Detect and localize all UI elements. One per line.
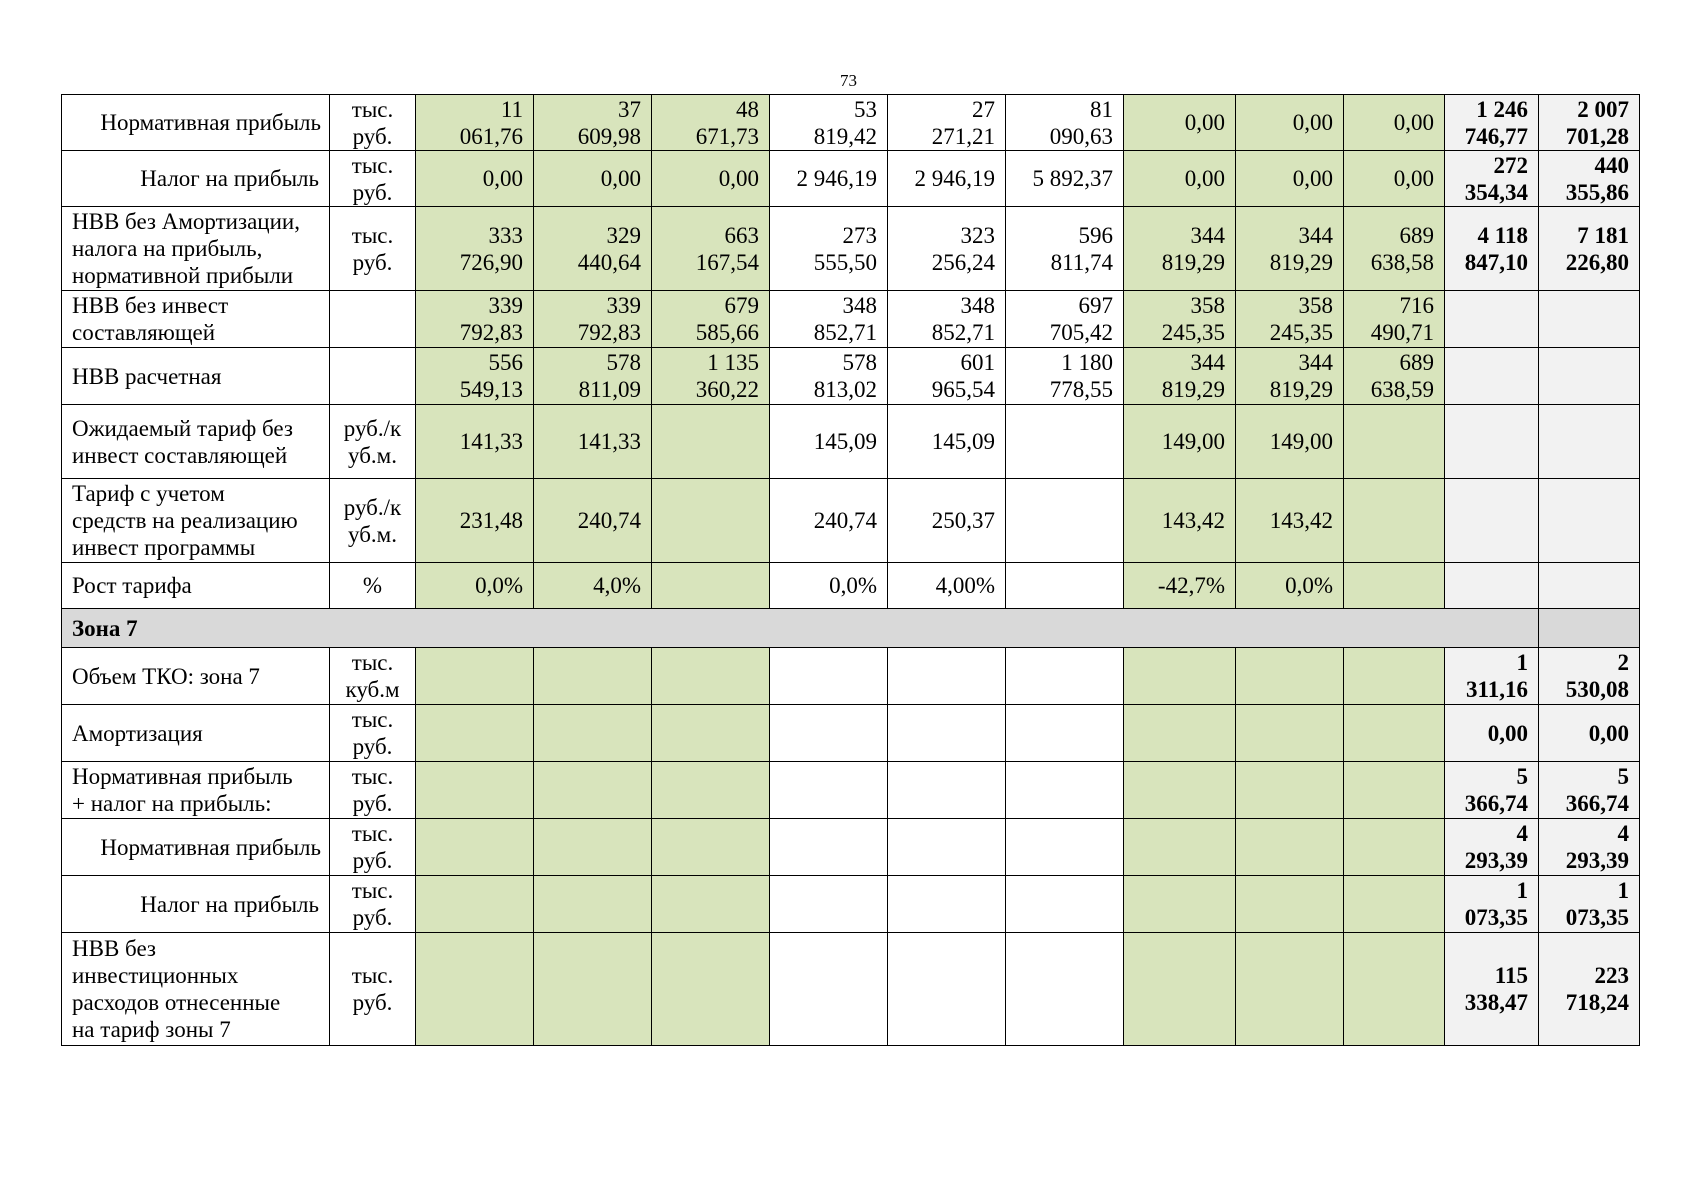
total-value-cell: 4 293,39 xyxy=(1539,819,1640,876)
value-cell xyxy=(534,819,652,876)
value-cell: 5 892,37 xyxy=(1006,151,1124,207)
value-cell: 689 638,58 xyxy=(1344,207,1445,291)
value-cell: 358 245,35 xyxy=(1236,291,1344,348)
value-cell xyxy=(1124,876,1236,933)
value-cell: 556 549,13 xyxy=(416,348,534,405)
value-cell xyxy=(1006,563,1124,609)
table-row xyxy=(62,405,1640,479)
value-cell: 344 819,29 xyxy=(1124,207,1236,291)
total-value-cell xyxy=(1445,563,1539,609)
total-value-cell: 4 293,39 xyxy=(1445,819,1539,876)
value-cell xyxy=(770,648,888,705)
table-row xyxy=(62,819,1640,876)
row-label: Нормативная прибыль + налог на прибыль: xyxy=(62,762,330,819)
value-cell: 578 813,02 xyxy=(770,348,888,405)
value-cell: 4,00% xyxy=(888,563,1006,609)
total-value-cell: 0,00 xyxy=(1539,705,1640,762)
value-cell xyxy=(1236,876,1344,933)
value-cell: 0,0% xyxy=(1236,563,1344,609)
tariff-table xyxy=(61,94,1640,1046)
value-cell xyxy=(1344,563,1445,609)
value-cell xyxy=(534,705,652,762)
table-row xyxy=(62,95,1640,151)
value-cell: 0,00 xyxy=(1344,151,1445,207)
value-cell: 689 638,59 xyxy=(1344,348,1445,405)
value-cell: 0,00 xyxy=(1236,151,1344,207)
row-unit: % xyxy=(330,563,416,609)
value-cell xyxy=(652,405,770,479)
value-cell xyxy=(1124,933,1236,1046)
value-cell: 0,00 xyxy=(1344,95,1445,151)
row-label: Нормативная прибыль xyxy=(62,95,330,151)
value-cell xyxy=(1006,405,1124,479)
value-cell: 149,00 xyxy=(1236,405,1344,479)
total-value-cell xyxy=(1445,479,1539,563)
table-row xyxy=(62,207,1640,291)
row-label: Рост тарифа xyxy=(62,563,330,609)
value-cell xyxy=(416,762,534,819)
row-unit: тыс. руб. xyxy=(330,705,416,762)
value-cell xyxy=(1344,479,1445,563)
value-cell xyxy=(1344,762,1445,819)
row-label: Объем ТКО: зона 7 xyxy=(62,648,330,705)
value-cell: 37 609,98 xyxy=(534,95,652,151)
value-cell xyxy=(416,705,534,762)
value-cell xyxy=(652,762,770,819)
total-value-cell: 2 007 701,28 xyxy=(1539,95,1640,151)
value-cell xyxy=(652,648,770,705)
total-value-cell: 1 073,35 xyxy=(1539,876,1640,933)
value-cell: 344 819,29 xyxy=(1124,348,1236,405)
value-cell: 596 811,74 xyxy=(1006,207,1124,291)
value-cell xyxy=(1006,705,1124,762)
total-value-cell: 223 718,24 xyxy=(1539,933,1640,1046)
value-cell xyxy=(1344,648,1445,705)
value-cell: 578 811,09 xyxy=(534,348,652,405)
row-label: Налог на прибыль xyxy=(62,876,330,933)
total-value-cell: 115 338,47 xyxy=(1445,933,1539,1046)
table-row xyxy=(62,291,1640,348)
table-row xyxy=(62,648,1640,705)
value-cell xyxy=(770,819,888,876)
value-cell xyxy=(1124,705,1236,762)
total-value-cell xyxy=(1445,405,1539,479)
row-unit xyxy=(330,291,416,348)
value-cell: 48 671,73 xyxy=(652,95,770,151)
value-cell xyxy=(652,876,770,933)
value-cell xyxy=(1236,705,1344,762)
value-cell: 348 852,71 xyxy=(770,291,888,348)
row-label: Налог на прибыль xyxy=(62,151,330,207)
value-cell xyxy=(1344,819,1445,876)
table-row xyxy=(62,151,1640,207)
value-cell xyxy=(1344,705,1445,762)
row-unit: руб./к уб.м. xyxy=(330,405,416,479)
table-row xyxy=(62,348,1640,405)
value-cell xyxy=(534,933,652,1046)
value-cell xyxy=(1124,819,1236,876)
value-cell: 0,00 xyxy=(1236,95,1344,151)
total-value-cell: 1 246 746,77 xyxy=(1445,95,1539,151)
row-label: Нормативная прибыль xyxy=(62,819,330,876)
total-value-cell: 0,00 xyxy=(1445,705,1539,762)
value-cell: 601 965,54 xyxy=(888,348,1006,405)
value-cell: 339 792,83 xyxy=(534,291,652,348)
value-cell: 663 167,54 xyxy=(652,207,770,291)
value-cell: 149,00 xyxy=(1124,405,1236,479)
value-cell xyxy=(416,933,534,1046)
row-unit: тыс. руб. xyxy=(330,207,416,291)
value-cell: 0,00 xyxy=(1124,151,1236,207)
value-cell xyxy=(770,876,888,933)
value-cell: 273 555,50 xyxy=(770,207,888,291)
value-cell: 2 946,19 xyxy=(888,151,1006,207)
value-cell: 143,42 xyxy=(1124,479,1236,563)
value-cell xyxy=(534,648,652,705)
value-cell xyxy=(534,876,652,933)
total-value-cell: 272 354,34 xyxy=(1445,151,1539,207)
value-cell: 1 135 360,22 xyxy=(652,348,770,405)
value-cell: 141,33 xyxy=(416,405,534,479)
value-cell: 145,09 xyxy=(888,405,1006,479)
value-cell: 0,00 xyxy=(652,151,770,207)
value-cell: 1 180 778,55 xyxy=(1006,348,1124,405)
value-cell: 339 792,83 xyxy=(416,291,534,348)
value-cell xyxy=(534,762,652,819)
value-cell xyxy=(652,819,770,876)
row-unit: тыс. руб. xyxy=(330,819,416,876)
total-value-cell xyxy=(1539,405,1640,479)
row-unit: тыс. руб. xyxy=(330,762,416,819)
value-cell xyxy=(1236,648,1344,705)
value-cell xyxy=(1006,762,1124,819)
total-value-cell: 5 366,74 xyxy=(1539,762,1640,819)
value-cell xyxy=(416,876,534,933)
value-cell xyxy=(652,933,770,1046)
table-row xyxy=(62,705,1640,762)
value-cell xyxy=(416,648,534,705)
value-cell xyxy=(1344,933,1445,1046)
zone-title: Зона 7 xyxy=(62,609,1539,648)
value-cell xyxy=(1344,876,1445,933)
zone-header-row xyxy=(62,609,1640,648)
row-unit: тыс. куб.м xyxy=(330,648,416,705)
value-cell: 141,33 xyxy=(534,405,652,479)
value-cell xyxy=(1006,876,1124,933)
value-cell: -42,7% xyxy=(1124,563,1236,609)
value-cell: 333 726,90 xyxy=(416,207,534,291)
value-cell: 4,0% xyxy=(534,563,652,609)
page-number: 73 xyxy=(840,71,857,90)
value-cell xyxy=(770,762,888,819)
value-cell: 240,74 xyxy=(770,479,888,563)
value-cell: 0,00 xyxy=(534,151,652,207)
value-cell: 344 819,29 xyxy=(1236,207,1344,291)
value-cell xyxy=(888,933,1006,1046)
value-cell xyxy=(770,933,888,1046)
total-value-cell: 1 311,16 xyxy=(1445,648,1539,705)
value-cell xyxy=(888,705,1006,762)
value-cell: 348 852,71 xyxy=(888,291,1006,348)
value-cell: 679 585,66 xyxy=(652,291,770,348)
value-cell xyxy=(888,648,1006,705)
total-value-cell: 1 073,35 xyxy=(1445,876,1539,933)
total-value-cell xyxy=(1445,291,1539,348)
total-value-cell xyxy=(1445,348,1539,405)
total-value-cell: 2 530,08 xyxy=(1539,648,1640,705)
table-row xyxy=(62,762,1640,819)
row-label: Ожидаемый тариф без инвест составляющей xyxy=(62,405,330,479)
table-row xyxy=(62,933,1640,1046)
value-cell: 0,00 xyxy=(1124,95,1236,151)
total-value-cell: 5 366,74 xyxy=(1445,762,1539,819)
value-cell: 27 271,21 xyxy=(888,95,1006,151)
value-cell: 231,48 xyxy=(416,479,534,563)
value-cell: 0,0% xyxy=(770,563,888,609)
row-label: Тариф с учетом средств на реализацию инвест программы xyxy=(62,479,330,563)
value-cell xyxy=(1236,762,1344,819)
total-value-cell xyxy=(1539,563,1640,609)
value-cell xyxy=(652,479,770,563)
total-value-cell: 4 118 847,10 xyxy=(1445,207,1539,291)
value-cell xyxy=(416,819,534,876)
value-cell xyxy=(1006,648,1124,705)
value-cell: 53 819,42 xyxy=(770,95,888,151)
value-cell: 143,42 xyxy=(1236,479,1344,563)
row-unit: тыс. руб. xyxy=(330,95,416,151)
row-label: НВВ без инвестиционных расходов отнесенные на тариф зоны 7 xyxy=(62,933,330,1046)
total-value-cell: 440 355,86 xyxy=(1539,151,1640,207)
value-cell xyxy=(1124,762,1236,819)
value-cell xyxy=(770,705,888,762)
row-label: НВВ без Амортизации, налога на прибыль, нормативной прибыли xyxy=(62,207,330,291)
value-cell xyxy=(1006,933,1124,1046)
value-cell xyxy=(888,762,1006,819)
table-row xyxy=(62,563,1640,609)
row-unit: тыс. руб. xyxy=(330,876,416,933)
row-unit: руб./к уб.м. xyxy=(330,479,416,563)
value-cell: 81 090,63 xyxy=(1006,95,1124,151)
value-cell: 250,37 xyxy=(888,479,1006,563)
value-cell: 0,0% xyxy=(416,563,534,609)
value-cell: 2 946,19 xyxy=(770,151,888,207)
row-unit xyxy=(330,348,416,405)
row-unit: тыс. руб. xyxy=(330,933,416,1046)
value-cell xyxy=(1236,819,1344,876)
total-value-cell: 7 181 226,80 xyxy=(1539,207,1640,291)
value-cell xyxy=(1006,819,1124,876)
value-cell xyxy=(1344,405,1445,479)
row-label: НВВ расчетная xyxy=(62,348,330,405)
value-cell xyxy=(1006,479,1124,563)
value-cell: 145,09 xyxy=(770,405,888,479)
row-unit: тыс. руб. xyxy=(330,151,416,207)
value-cell: 344 819,29 xyxy=(1236,348,1344,405)
value-cell xyxy=(652,705,770,762)
value-cell: 240,74 xyxy=(534,479,652,563)
row-label: Амортизация xyxy=(62,705,330,762)
value-cell: 0,00 xyxy=(416,151,534,207)
total-value-cell xyxy=(1539,291,1640,348)
value-cell: 11 061,76 xyxy=(416,95,534,151)
value-cell: 329 440,64 xyxy=(534,207,652,291)
total-value-cell xyxy=(1539,348,1640,405)
value-cell: 697 705,42 xyxy=(1006,291,1124,348)
row-label: НВВ без инвест составляющей xyxy=(62,291,330,348)
zone-title-cell-end xyxy=(1539,609,1640,648)
value-cell: 323 256,24 xyxy=(888,207,1006,291)
table-row xyxy=(62,479,1640,563)
value-cell xyxy=(652,563,770,609)
value-cell xyxy=(888,876,1006,933)
value-cell xyxy=(1124,648,1236,705)
value-cell xyxy=(1236,933,1344,1046)
total-value-cell xyxy=(1539,479,1640,563)
value-cell: 716 490,71 xyxy=(1344,291,1445,348)
value-cell: 358 245,35 xyxy=(1124,291,1236,348)
value-cell xyxy=(888,819,1006,876)
table-row xyxy=(62,876,1640,933)
